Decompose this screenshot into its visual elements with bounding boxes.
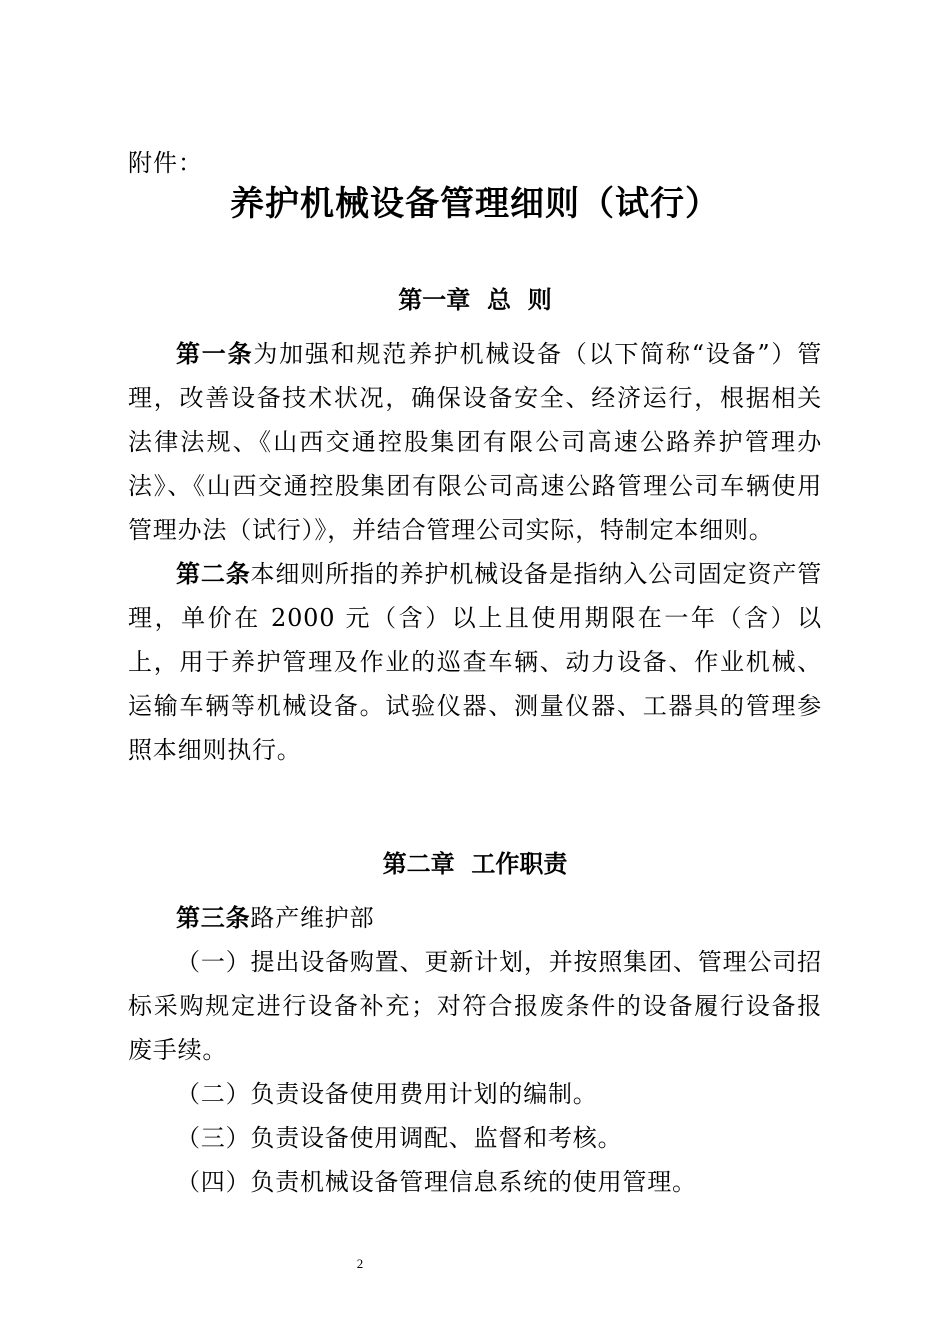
- attachment-label: 附件：: [128, 149, 203, 177]
- article-2-lead: 第二条: [176, 559, 251, 588]
- list-item: （二）负责设备使用费用计划的编制。: [176, 1080, 598, 1108]
- chapter-1-body: [128, 332, 822, 772]
- list-item: （三）负责设备使用调配、监督和考核。: [176, 1124, 623, 1152]
- article-2: [128, 552, 822, 772]
- article-3: [128, 896, 822, 940]
- chapter-heading-2: 第二章 工作职责: [382, 849, 568, 878]
- article-3-lead: 第三条: [176, 903, 251, 932]
- chapter-heading-1: 第一章 总 则: [398, 285, 552, 314]
- chapter-2-body: [128, 896, 822, 1204]
- page-number: 2: [356, 1256, 364, 1271]
- article-1-text: 为加强和规范养护机械设备（以下简称“设备”）管理，改善设备技术状况，确保设备安全、经济运行，根据相关法律法规、《山西交通控股集团有限公司高速公路养护管理办法》、《山西交通控股集团有限公司高速公路管理公司车辆使用管理办法（试行）》，并结合管理公司实际，特制定本细则。: [128, 340, 822, 544]
- article-1: [128, 332, 822, 552]
- article-1-lead: 第一条: [176, 339, 254, 368]
- article-3-text: 路产维护部: [250, 904, 375, 932]
- list-item: （一）提出设备购置、更新计划，并按照集团、管理公司招标采购规定进行设备补充；对符合报废条件的设备履行设备报废手续。: [128, 948, 822, 1064]
- list-item: （四）负责机械设备管理信息系统的使用管理。: [176, 1168, 697, 1196]
- document-title: 养护机械设备管理细则（试行）: [230, 184, 720, 224]
- article-2-text: 本细则所指的养护机械设备是指纳入公司固定资产管理，单价在 2000 元（含）以上且使用期限在一年（含）以上，用于养护管理及作业的巡查车辆、动力设备、作业机械、运输车辆等机械设备。试验仪器、测量仪器、工器具的管理参照本细则执行。: [128, 560, 822, 764]
